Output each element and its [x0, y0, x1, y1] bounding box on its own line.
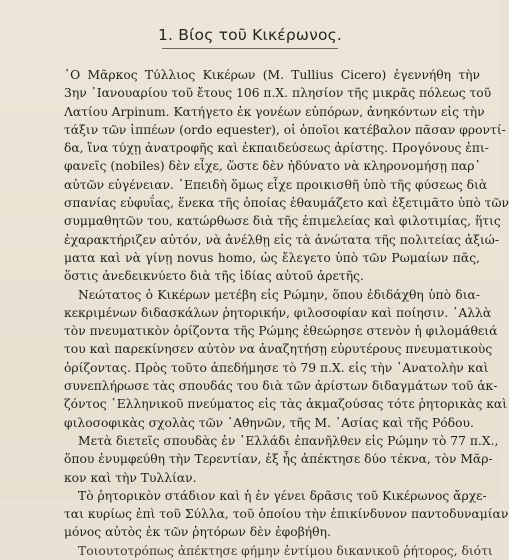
text-line: κεκριμένων διδασκάλων ῥητορικήν, φιλοσοφίαν καὶ ποίησιν. ᾿Αλλὰ: [64, 305, 492, 320]
text-line: Τὸ ῥητορικὸν στάδιον καὶ ἡ ἐν γένει δρᾶσις τοῦ Κικέρωνος ἄρχε-: [78, 488, 487, 503]
text-line: 3ην ᾿Ιανουαρίου τοῦ ἔτους 106 π.Χ. πλησίον τῆς μικρᾶς πόλεως τοῦ: [64, 86, 492, 101]
text-line: ὅστις ἀνεδεικνύετο διὰ τῆς ἰδίας αὐτοῦ ἀρετῆς.: [64, 269, 364, 284]
text-line: ὅπου ἐνυμφεύθη τὴν Τερεντίαν, ἐξ ἧς ἀπέκτησε δύο τέκνα, τὸν Μᾶρ-: [64, 452, 493, 467]
text-line: του καὶ παρεκίνησεν αὐτὸν να ἀναζητήσῃ εὐρυτέρους πνευματικοὺς: [64, 342, 493, 357]
text-line: ὁρίζοντας. Πρὸς τοῦτο ἀπεδήμησε τὸ 79 π.Χ. εἰς τὴν ᾿Ανατολὴν καὶ: [64, 360, 489, 375]
text-line: συνεπλήρωσε τὰς σπουδάς του διὰ τῶν ἀρίστων διδαγμάτων τοῦ ἀκ-: [64, 379, 498, 394]
text-line: Λατίου Arpinum. Κατήγετο ἐκ γονέων εὐπόρων, ἀνηκόντων εἰς τὴν: [64, 104, 485, 119]
text-line: αὐτῶν εὐγένειαν. ᾿Επειδὴ ὅμως εἶχε προικισθῆ ὑπὸ τῆς φύσεως διὰ: [64, 177, 488, 192]
text-line: ἐχαρακτήριζεν αὐτόν, νὰ ἀνέλθῃ εἰς τὰ ἀνώτατα τῆς πολιτείας ἀξιώ-: [64, 232, 499, 247]
text-line: ζόντος ῾Ελληνικοῦ πνεύματος εἰς τὰς ἀκμαζούσας τότε ῥητορικὰς καὶ: [64, 397, 508, 412]
text-line: δα, ἵνα τύχῃ ἀνατροφῆς καὶ ἐκπαιδεύσεως ἀρίστης. Προγόνους ἐπι-: [64, 141, 489, 156]
text-line: τάξιν τῶν ἱππέων (ordo equester), οἱ ὁποῖοι κατέβαλον πᾶσαν φροντί-: [64, 122, 506, 137]
body-text: [64, 66, 509, 560]
text-line: ται κυρίως ἐπὶ τοῦ Σύλλα, τοῦ ὁποίου τὴν ἐπικίνδυνον παντοδυναμίαν: [64, 507, 509, 522]
heading-underline: [162, 48, 338, 49]
text-line: μόνος αὐτὸς ἐκ τῶν ῥητόρων δὲν ἐφοβήθη.: [64, 525, 331, 540]
text-line: Τοιουτοτρόπως ἀπέκτησε φήμην ἐντίμου δικανικοῦ ῥήτορος, διότι: [78, 543, 493, 558]
section-heading: 1. Βίος τοῦ Κικέρωνος.: [157, 26, 343, 44]
text-line: συμμαθητῶν του, κατώρθωσε διὰ τῆς ἐπιμελείας καὶ φιλοτιμίας, ἥτις: [64, 214, 501, 229]
text-line: σπανίας εὐφυΐας, ἕνεκα τῆς ὁποίας ἐθαυμάζετο καὶ ἐξετιμᾶτο ὑπὸ τῶν: [64, 196, 509, 211]
text-line: ῾Ο Μᾶρκος Τύλλιος Κικέρων (Μ. Tullius Cicero) ἐγεννήθη τὴν: [64, 68, 480, 82]
text-line: κον καὶ τὴν Τυλλίαν.: [64, 470, 197, 485]
text-line: Νεώτατος ὁ Κικέρων μετέβη εἰς Ρώμην, ὅπου ἐδιδάχθη ὑπὸ δια-: [78, 287, 480, 302]
text-line: φανεῖς (nobiles) δὲν εἶχε, ὥστε δὲν ἠδύνατο νὰ κληρονομήσῃ παρ᾿: [64, 159, 481, 174]
text-line: ματα καὶ νὰ γίνῃ novus homo, ὡς ἔλεγετο ὑπὸ τῶν Ρωμαίων πᾶς,: [64, 250, 480, 265]
text-line: τὸν πνευματικὸν ὁρίζοντα τῆς Ρώμης ἐθεώρησε στενὸν ἡ φιλομάθειά: [64, 324, 498, 339]
text-line: φιλοσοφικὰς σχολὰς τῶν ᾿Αθηνῶν, τῆς Μ. ᾿Ασίας καὶ τῆς Ρόδου.: [64, 415, 474, 430]
text-line: Μετὰ διετεῖς σπουδὰς ἐν ῾Ελλάδι ἐπανῆλθεν εἰς Ρώμην τὸ 77 π.Χ.,: [78, 433, 499, 448]
